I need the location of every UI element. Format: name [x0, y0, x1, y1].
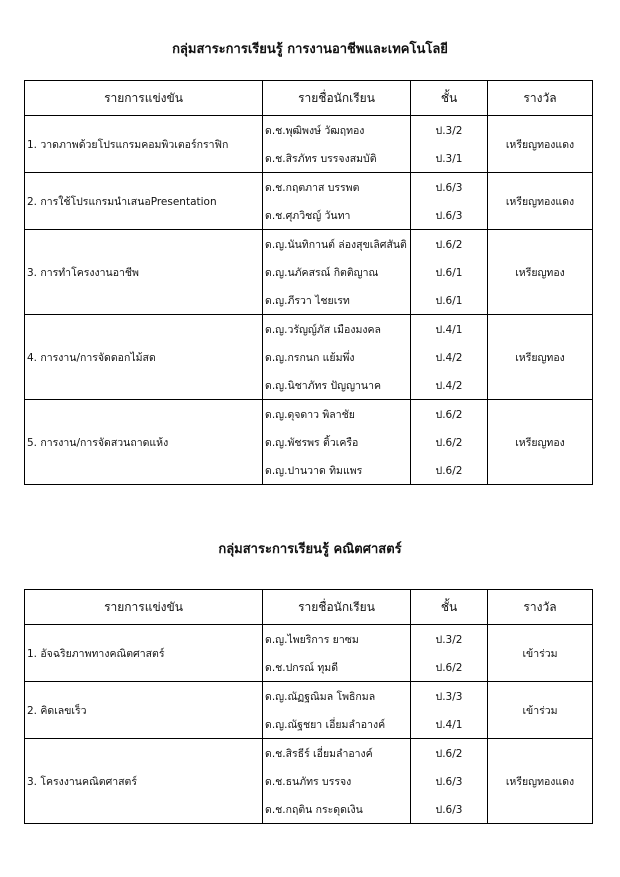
student-name: ด.ช.สิรภัทร บรรจงสมบัติ [263, 144, 411, 173]
student-grade: ป.6/2 [411, 456, 488, 485]
student-grade: ป.6/2 [411, 739, 488, 768]
student-name: ด.ญ.ณัฐชยา เอี่ยมลำอางค์ [263, 710, 411, 739]
student-grade: ป.4/1 [411, 710, 488, 739]
student-name: ด.ญ.พัชรพร ติ้วเครือ [263, 428, 411, 456]
student-grade: ป.3/3 [411, 682, 488, 711]
award: เหรียญทองแดง [488, 116, 593, 173]
student-grade: ป.3/1 [411, 144, 488, 173]
student-grade: ป.4/2 [411, 371, 488, 400]
event-name: 2. การใช้โปรแกรมนำเสนอPresentation [25, 173, 263, 230]
section-title: กลุ่มสาระการเรียนรู้ การงานอาชีพและเทคโนโลยี [172, 42, 448, 57]
header-student: รายชื่อนักเรียน [263, 590, 411, 625]
student-name: ด.ญ.นิชาภัทร ปัญญานาค [263, 371, 411, 400]
event-name: 1. อัจฉริยภาพทางคณิตศาสตร์ [25, 625, 263, 682]
header-row [25, 590, 593, 625]
student-grade: ป.3/2 [411, 625, 488, 654]
header-award: รางวัล [488, 81, 593, 116]
table-row [25, 739, 593, 768]
student-name: ด.ช.ธนภัทร บรรจง [263, 767, 411, 795]
header-grade: ชั้น [411, 590, 488, 625]
student-name: ด.ญ.ภีรวา ไชยเรท [263, 286, 411, 315]
student-grade: ป.6/2 [411, 653, 488, 682]
table-row [25, 230, 593, 259]
student-grade: ป.4/2 [411, 343, 488, 371]
student-grade: ป.6/3 [411, 173, 488, 202]
results-table-technology [24, 80, 593, 485]
award: เหรียญทอง [488, 400, 593, 485]
award: เข้าร่วม [488, 682, 593, 739]
student-name: ด.ช.สิรธีร์ เอี่ยมลำอางค์ [263, 739, 411, 768]
student-name: ด.ญ.วรัญญ์ภัส เมืองมงคล [263, 315, 411, 344]
student-name: ด.ญ.กรกนก แย้มพึ่ง [263, 343, 411, 371]
student-grade: ป.3/2 [411, 116, 488, 145]
student-grade: ป.6/3 [411, 767, 488, 795]
table-row [25, 116, 593, 145]
student-grade: ป.6/3 [411, 201, 488, 230]
award: เหรียญทอง [488, 315, 593, 400]
event-name: 3. การทำโครงงานอาชีพ [25, 230, 263, 315]
event-name: 1. วาดภาพด้วยโปรแกรมคอมพิวเตอร์กราฟิก [25, 116, 263, 173]
student-name: ด.ญ.ณัฏฐณิมล โพธิกมล [263, 682, 411, 711]
header-event: รายการแข่งขัน [25, 81, 263, 116]
event-name: 2. คิดเลขเร็ว [25, 682, 263, 739]
header-event: รายการแข่งขัน [25, 590, 263, 625]
student-name: ด.ช.ศุภวิชญ์ วันทา [263, 201, 411, 230]
student-grade: ป.6/3 [411, 795, 488, 824]
student-name: ด.ญ.นันทิกานต์ ล่องสุขเลิศสันติ [263, 230, 411, 259]
header-row [25, 81, 593, 116]
header-award: รางวัล [488, 590, 593, 625]
table-row [25, 625, 593, 654]
section-title: กลุ่มสาระการเรียนรู้ คณิตศาสตร์ [218, 542, 402, 557]
award: เหรียญทอง [488, 230, 593, 315]
header-student: รายชื่อนักเรียน [263, 81, 411, 116]
table-row [25, 400, 593, 429]
student-name: ด.ญ.ปานวาด ทิมแพร [263, 456, 411, 485]
award: เข้าร่วม [488, 625, 593, 682]
student-grade: ป.6/2 [411, 400, 488, 429]
student-name: ด.ญ.นภัคสรณ์ กิตติญาณ [263, 258, 411, 286]
header-grade: ชั้น [411, 81, 488, 116]
award: เหรียญทองแดง [488, 173, 593, 230]
student-grade: ป.6/1 [411, 286, 488, 315]
results-table-math [24, 589, 593, 824]
student-name: ด.ช.พุฒิพงษ์ วัฒฤทอง [263, 116, 411, 145]
student-grade: ป.6/2 [411, 230, 488, 259]
event-name: 3. โครงงานคณิตศาสตร์ [25, 739, 263, 824]
student-name: ด.ช.กฤตภาส บรรพต [263, 173, 411, 202]
student-name: ด.ช.กฤติน กระดุดเงิน [263, 795, 411, 824]
student-grade: ป.6/2 [411, 428, 488, 456]
student-grade: ป.6/1 [411, 258, 488, 286]
table-row [25, 682, 593, 711]
student-name: ด.ญ.ไพยริการ ยาซม [263, 625, 411, 654]
student-grade: ป.4/1 [411, 315, 488, 344]
award: เหรียญทองแดง [488, 739, 593, 824]
event-name: 4. การงาน/การจัดดอกไม้สด [25, 315, 263, 400]
event-name: 5. การงาน/การจัดสวนถาดแห้ง [25, 400, 263, 485]
student-name: ด.ช.ปกรณ์ ทุมดี [263, 653, 411, 682]
student-name: ด.ญ.ดุจดาว พิลาชัย [263, 400, 411, 429]
table-row [25, 315, 593, 344]
table-row [25, 173, 593, 202]
